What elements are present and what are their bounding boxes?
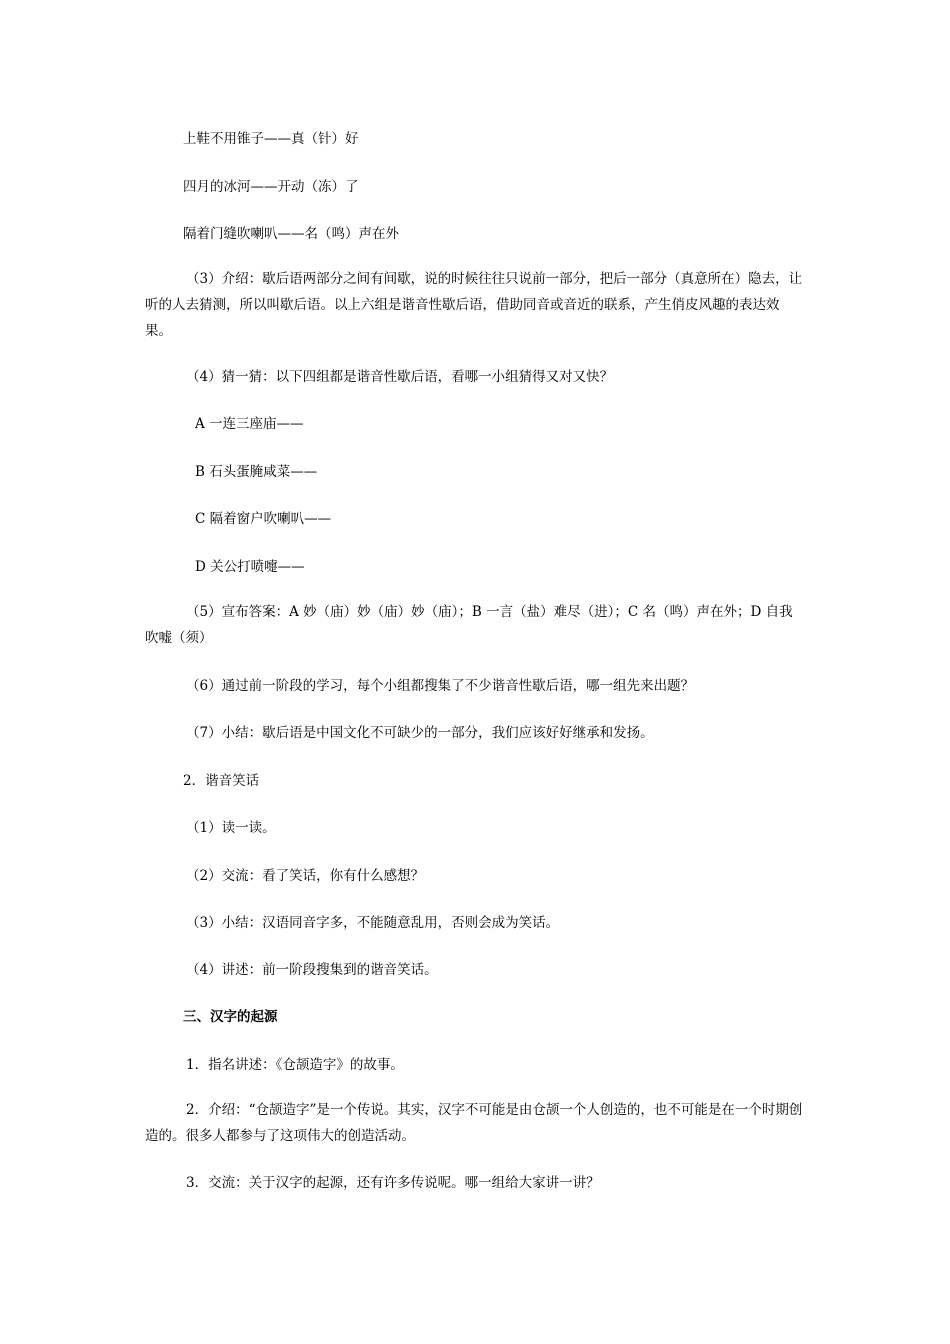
- paragraph-summary: （7）小结：歇后语是中国文化不可缺少的一部分，我们应该好好继承和发扬。: [186, 725, 654, 741]
- section-2-item-3: （3）小结：汉语同音字多，不能随意乱用，否则会成为笑话。: [186, 915, 560, 931]
- proverb-line-2: 四月的冰河——开动（冻）了: [183, 179, 359, 195]
- option-a: A 一连三座庙——: [195, 416, 304, 432]
- section-3-item-3: 3．交流：关于汉字的起源，还有许多传说呢。哪一组给大家讲一讲？: [186, 1175, 600, 1191]
- paragraph-guess: （4）猜一猜：以下四组都是谐音性歇后语，看哪一小组猜得又对又快？: [186, 369, 614, 385]
- section-2-item-4: （4）讲述：前一阶段搜集到的谐音笑话。: [186, 962, 438, 978]
- section-3-heading: 三、汉字的起源: [183, 1009, 278, 1025]
- proverb-line-1: 上鞋不用锥子——真（针）好: [183, 131, 359, 147]
- option-c: C 隔着窗户吹喇叭——: [195, 511, 332, 527]
- option-d: D 关公打喷嚏——: [195, 559, 305, 575]
- proverb-line-3: 隔着门缝吹喇叭——名（鸣）声在外: [183, 226, 399, 242]
- option-b: B 石头蛋腌咸菜——: [195, 464, 318, 480]
- section-2-item-1: （1）读一读。: [186, 820, 276, 836]
- section-3-item-2: 2．介绍：“仓颉造字”是一个传说。其实，汉字不可能是由仓颉一个人创造的，也不可能是在一个时期创造的。很多人都参与了这项伟大的创造活动。: [145, 1102, 803, 1144]
- section-2-item-2: （2）交流：看了笑话，你有什么感想？: [186, 868, 425, 884]
- paragraph-step-6: （6）通过前一阶段的学习，每个小组都搜集了不少谐音性歇后语，哪一组先来出题？: [186, 678, 695, 694]
- section-2-title: 2．谐音笑话: [183, 773, 260, 789]
- section-3-item-1: 1．指名讲述：《仓颉造字》的故事。: [186, 1057, 404, 1073]
- paragraph-introduction: （3）介绍：歇后语两部分之间有间歇，说的时候往往只说前一部分，把后一部分（真意所在）隐去，让听的人去猜测，所以叫歇后语。以上六组是谐音性歇后语，借助同音或音近的联系，产生俏皮风趣的表达效果。: [145, 271, 803, 339]
- paragraph-answer: （5）宣布答案：A 妙（庙）妙（庙）妙（庙）；B 一言（盐）难尽（进）；C 名（鸣）声在外；D 自我吹嘘（须）: [145, 604, 793, 646]
